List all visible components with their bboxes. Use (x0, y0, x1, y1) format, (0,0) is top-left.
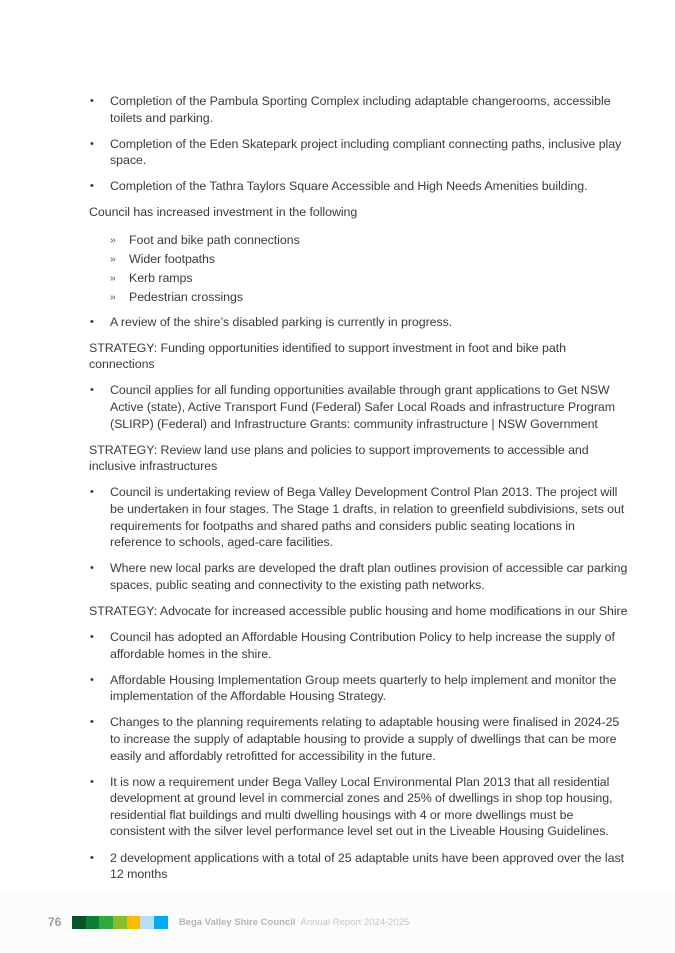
bullet-icon: • (90, 95, 94, 107)
bullet-text: Council applies for all funding opportunities available through grant applications to Get NSW Active (state), Active Transport Fund (Federal) Safer Local Roads and infrastructure Program (SLIRP) (Federal) and Infrastructure Grants: community infrastructure | NSW Government (110, 383, 616, 431)
strategy-heading: STRATEGY: Advocate for increased accessible public housing and home modifications in our Shire (89, 603, 628, 618)
color-block (140, 916, 154, 929)
bullet-text: Where new local parks are developed the draft plan outlines provision of accessible car parking spaces, public seating and connectivity to the existing path networks. (110, 561, 628, 592)
color-block (127, 916, 141, 929)
color-block (72, 916, 86, 929)
bullet-text: Completion of the Eden Skatepark project including compliant connecting paths, inclusive play space. (110, 136, 622, 168)
bullet-item (89, 850, 629, 883)
page-number: 76 (48, 915, 62, 929)
bullet-item (89, 314, 629, 331)
chevron-double-right-icon: » (110, 271, 116, 284)
sub-list-item (89, 269, 629, 288)
bullet-icon: • (90, 716, 94, 729)
bullet-icon: • (90, 486, 94, 499)
bullet-icon: • (90, 384, 94, 397)
color-block (99, 916, 113, 929)
color-block (154, 916, 168, 929)
bullet-text: A review of the shire’s disabled parking is currently in progress. (110, 314, 453, 329)
bullet-item (89, 382, 629, 432)
chevron-double-right-icon: » (110, 290, 116, 303)
bullet-text: Completion of the Tathra Taylors Square Accessible and High Needs Amenities building. (110, 179, 588, 194)
bullet-item (89, 136, 629, 169)
bullet-item (89, 560, 629, 593)
strategy-heading: STRATEGY: Review land use plans and policies to support improvements to accessible and inclusive infrastructures (89, 442, 589, 474)
sub-list (89, 231, 629, 307)
bullet-text: 2 development applications with a total of 25 adaptable units have been approved over the last 12 months (110, 850, 624, 882)
brand-color-strip (72, 916, 168, 929)
sub-list-item-text: Foot and bike path connections (129, 232, 300, 247)
bullet-icon: • (90, 137, 94, 150)
bullet-icon: • (90, 315, 94, 328)
bullet-icon: • (90, 180, 94, 193)
bullet-text: Affordable Housing Implementation Group meets quarterly to help implement and monitor the implementation of the Affordable Housing Strategy. (110, 672, 617, 704)
sub-list-item (89, 250, 629, 269)
bullet-icon: • (90, 851, 94, 864)
color-block (86, 916, 100, 929)
bullet-item (89, 484, 629, 550)
sub-list-item-text: Kerb ramps (129, 270, 193, 285)
bullet-text: It is now a requirement under Bega Valley Local Environmental Plan 2013 that all residential development at ground level in commercial zones and 25% of dwellings in shop top housing, residential flat buildings and multi dwelling housings with 4 or more dwellings must be consistent with the silver level performance level set out in the Liveable Housing Guidelines. (110, 774, 613, 839)
bullet-icon: • (90, 775, 94, 788)
sub-list-item-text: Wider footpaths (129, 251, 216, 266)
footer-organization: Bega Valley Shire Council (178, 916, 296, 928)
bullet-icon: • (90, 673, 94, 686)
sub-list-item (89, 288, 629, 307)
color-block (113, 916, 127, 929)
sub-list-item (89, 231, 629, 250)
bullet-text: Completion of the Pambula Sporting Complex including adaptable changerooms, accessible toilets and parking. (110, 94, 611, 125)
strategy-heading: STRATEGY: Funding opportunities identified to support investment in foot and bike path connections (89, 340, 566, 372)
bullet-text: Council has adopted an Affordable Housing Contribution Policy to help increase the supply of affordable homes in the shire. (110, 629, 615, 661)
bullet-icon: • (90, 630, 94, 643)
footer-report-title: Annual Report 2024-2025 (300, 916, 410, 928)
page-footer (48, 914, 409, 930)
page-content (89, 93, 629, 892)
bullet-item (89, 774, 629, 840)
bullet-icon: • (90, 562, 94, 575)
chevron-double-right-icon: » (110, 233, 116, 246)
bullet-item (89, 629, 629, 662)
sub-list-item-text: Pedestrian crossings (129, 289, 244, 304)
bullet-item (89, 672, 629, 705)
chevron-double-right-icon: » (110, 252, 116, 265)
bullet-item (89, 93, 629, 126)
bullet-item (89, 178, 629, 195)
bullet-text: Council is undertaking review of Bega Valley Development Control Plan 2013. The project will be undertaken in four stages. The Stage 1 drafts, in relation to greenfield subdivisions, sets out requirements for footpaths and shared paths and considers public seating locations in reference to schools, aged-care facilities. (110, 485, 625, 550)
bullet-item (89, 714, 629, 764)
bullet-text: Changes to the planning requirements relating to adaptable housing were finalised in 2024-25 to increase the supply of adaptable housing to provide a supply of dwellings that can be more easily and affordably retrofitted for accessibility in the future. (110, 715, 620, 763)
paragraph: Council has increased investment in the following (89, 205, 358, 220)
